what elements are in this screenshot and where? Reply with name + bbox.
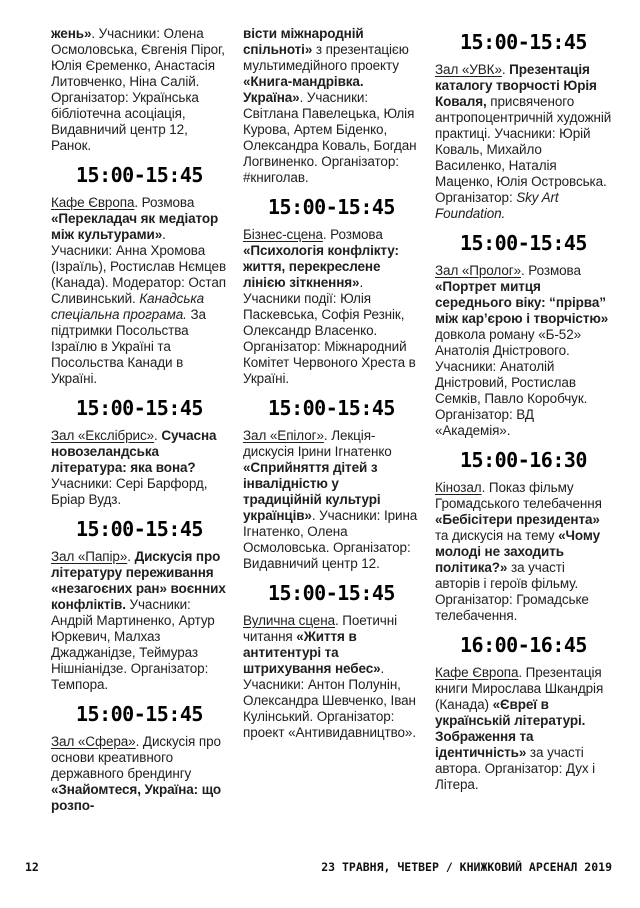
event-title: «Життя в антитентурі та штрихування небес» xyxy=(243,629,381,676)
event-title: «Бебісітери президента» xyxy=(435,512,600,527)
time-slot-heading: 15:00-15:45 xyxy=(460,231,587,255)
event-title: «Сприйняття дітей з інвалідністю у традиційній культурі українців» xyxy=(243,460,381,523)
event-entry xyxy=(51,26,228,154)
event-entry xyxy=(51,195,228,387)
event-entry xyxy=(51,549,228,693)
event-text: . Поетичні читання xyxy=(243,613,397,644)
column-1 xyxy=(51,26,228,823)
venue-name: Вулична сцена xyxy=(243,613,335,628)
event-text: за участі авторів і героїв фільму. Організатор: Громадське телебачення. xyxy=(435,560,589,623)
venue-name: Кінозал xyxy=(435,480,482,495)
event-text: Учасники: Андрій Мартиненко, Артур Юркевич, Малхаз Джаджанідзе, Теймураз Нішніанідзе. Організатор: Темпора. xyxy=(51,597,215,692)
event-title: «Портрет митця середнього віку: “прірва” між кар’єрою і творчістю» xyxy=(435,279,609,326)
venue-name: Зал «Папір» xyxy=(51,549,128,564)
venue-name: Бізнес-сцена xyxy=(243,227,323,242)
event-entry xyxy=(243,613,420,741)
event-entry xyxy=(435,263,612,439)
program-note: Sky Art Foundation. xyxy=(435,190,559,221)
time-slot-heading: 15:00-15:45 xyxy=(76,163,203,187)
time-slot-heading: 15:00-15:45 xyxy=(460,30,587,54)
time-slot-heading: 15:00-15:45 xyxy=(268,581,395,605)
venue-name: Кафе Європа xyxy=(435,665,519,680)
column-3 xyxy=(435,26,612,823)
event-text: та дискусія на тему xyxy=(435,528,559,543)
event-text: з презентацією мультимедійного проекту xyxy=(243,42,409,73)
venue-name: Зал «Епілог» xyxy=(243,428,324,443)
venue-name: Зал «Екслібрис» xyxy=(51,428,155,443)
venue-name: Зал «УВК» xyxy=(435,62,502,77)
program-columns xyxy=(51,26,613,823)
page-number: 12 xyxy=(25,860,39,874)
event-text: Учасники: Сері Барфорд, Бріар Вудз. xyxy=(51,476,208,507)
event-text: . Дискусія про основи креативного державного брендингу xyxy=(51,734,221,781)
event-text: . Учасники: Антон Полунін, Олександра Шевченко, Іван Кулінський. Організатор: проект «Антивидавництво». xyxy=(243,661,416,740)
event-title: «Психологія конфлікту: життя, перекреслене лінією зіткнення» xyxy=(243,243,399,290)
event-text: . xyxy=(154,428,162,443)
time-slot-heading: 15:00-15:45 xyxy=(76,396,203,420)
event-text: . Розмова xyxy=(521,263,581,278)
event-text: . Розмова xyxy=(322,227,383,242)
event-title: Сучасна новозеландська література: яка вона? xyxy=(51,428,217,475)
event-text: присвяченого антропоцентричній художній практиці. Учасники: Юрій Коваль, Михайло Василенко, Наталія Маценко, Юлія Островська. Організатор: xyxy=(435,94,612,205)
event-text: . Лекція-дискусія Ірини Ігнатенко xyxy=(243,428,392,459)
event-title: Дискусія про літературу переживання «незагоєних ран» воєнних конфліктів. xyxy=(51,549,226,612)
venue-name: Кафе Європа xyxy=(51,195,135,210)
column-2 xyxy=(243,26,420,823)
event-title: вісти міжнародній спільноті» xyxy=(243,26,364,57)
event-text: . Учасники події: Юлія Паскевська, Софія Резнік, Олександр Власенко. Організатор: Міжнародний Комітет Червоного Хреста в Україні. xyxy=(243,275,416,386)
time-slot-heading: 15:00-15:45 xyxy=(268,396,395,420)
event-title: жень» xyxy=(51,26,92,41)
event-title: «Євреї в українській літературі. Зображення та ідентичність» xyxy=(435,697,586,760)
event-text: . Учасники: Олена Осмоловська, Євгенія Пірог, Юлія Єременко, Анастасія Литовченко, Ніна Салій. Організатор: Українська бібліотечна асоціація, Видавничий центр 12, Ранок. xyxy=(51,26,225,153)
time-slot-heading: 15:00-15:45 xyxy=(76,517,203,541)
time-slot-heading: 15:00-15:45 xyxy=(268,195,395,219)
event-title: «Перекладач як медіатор між культурами» xyxy=(51,211,219,242)
footer-date-line: 23 ТРАВНЯ, ЧЕТВЕР / КНИЖКОВИЙ АРСЕНАЛ 2019 xyxy=(321,860,612,874)
venue-name: Зал «Сфера» xyxy=(51,734,136,749)
event-text: . xyxy=(501,62,510,77)
event-entry xyxy=(243,428,420,572)
event-entry xyxy=(243,26,420,186)
event-entry xyxy=(435,62,612,222)
event-text: . Учасники: Ірина Ігнатенко, Олена Осмоловська. Організатор: Видавничий центр 12. xyxy=(243,508,418,571)
event-title: «Знайомтеся, Україна: що розпо- xyxy=(51,782,221,813)
event-title: «Чому молоді не заходить політика?» xyxy=(435,528,601,575)
page-footer xyxy=(25,860,612,874)
event-title: Презентація каталогу творчості Юрія Коваля, xyxy=(435,62,597,109)
event-entry xyxy=(51,734,228,814)
event-text: За підтримки Посольства Ізраїлю в Україні та Посольства Канади в Україні. xyxy=(51,307,206,386)
event-text: . Показ фільму Громадського телебачення xyxy=(435,480,602,511)
event-entry xyxy=(435,665,612,793)
event-entry xyxy=(51,428,228,508)
time-slot-heading: 16:00-16:45 xyxy=(460,633,587,657)
event-text: . Учасники: Світлана Павелецька, Юлія Курова, Артем Біденко, Олександра Коваль, Богдан Логвиненко. Організатор: #книголав. xyxy=(243,90,417,185)
time-slot-heading: 15:00-16:30 xyxy=(460,448,587,472)
event-text: за участі автора. Організатор: Дух і Літера. xyxy=(435,745,596,792)
event-title: «Книга-мандрівка. Україна» xyxy=(243,74,364,105)
event-entry xyxy=(435,480,612,624)
program-note: Канадська спеціальна програма. xyxy=(51,291,205,322)
event-entry xyxy=(243,227,420,387)
event-text: . Презентація книги Мирослава Шкандрія (Канада) xyxy=(435,665,604,712)
venue-name: Зал «Пролог» xyxy=(435,263,521,278)
event-text: . Розмова xyxy=(134,195,195,210)
event-text: . xyxy=(127,549,135,564)
event-text: . Учасники: Анна Хромова (Ізраїль), Ростислав Нємцев (Канада). Модератор: Остап Сливинський. xyxy=(51,227,227,306)
event-text: довкола роману «Б-52» Анатолія Дністрового. Учасники: Анатолій Дністровий, Ростислав Семків, Павло Коробчук. Організатор: ВД «Академія». xyxy=(435,327,588,438)
time-slot-heading: 15:00-15:45 xyxy=(76,702,203,726)
